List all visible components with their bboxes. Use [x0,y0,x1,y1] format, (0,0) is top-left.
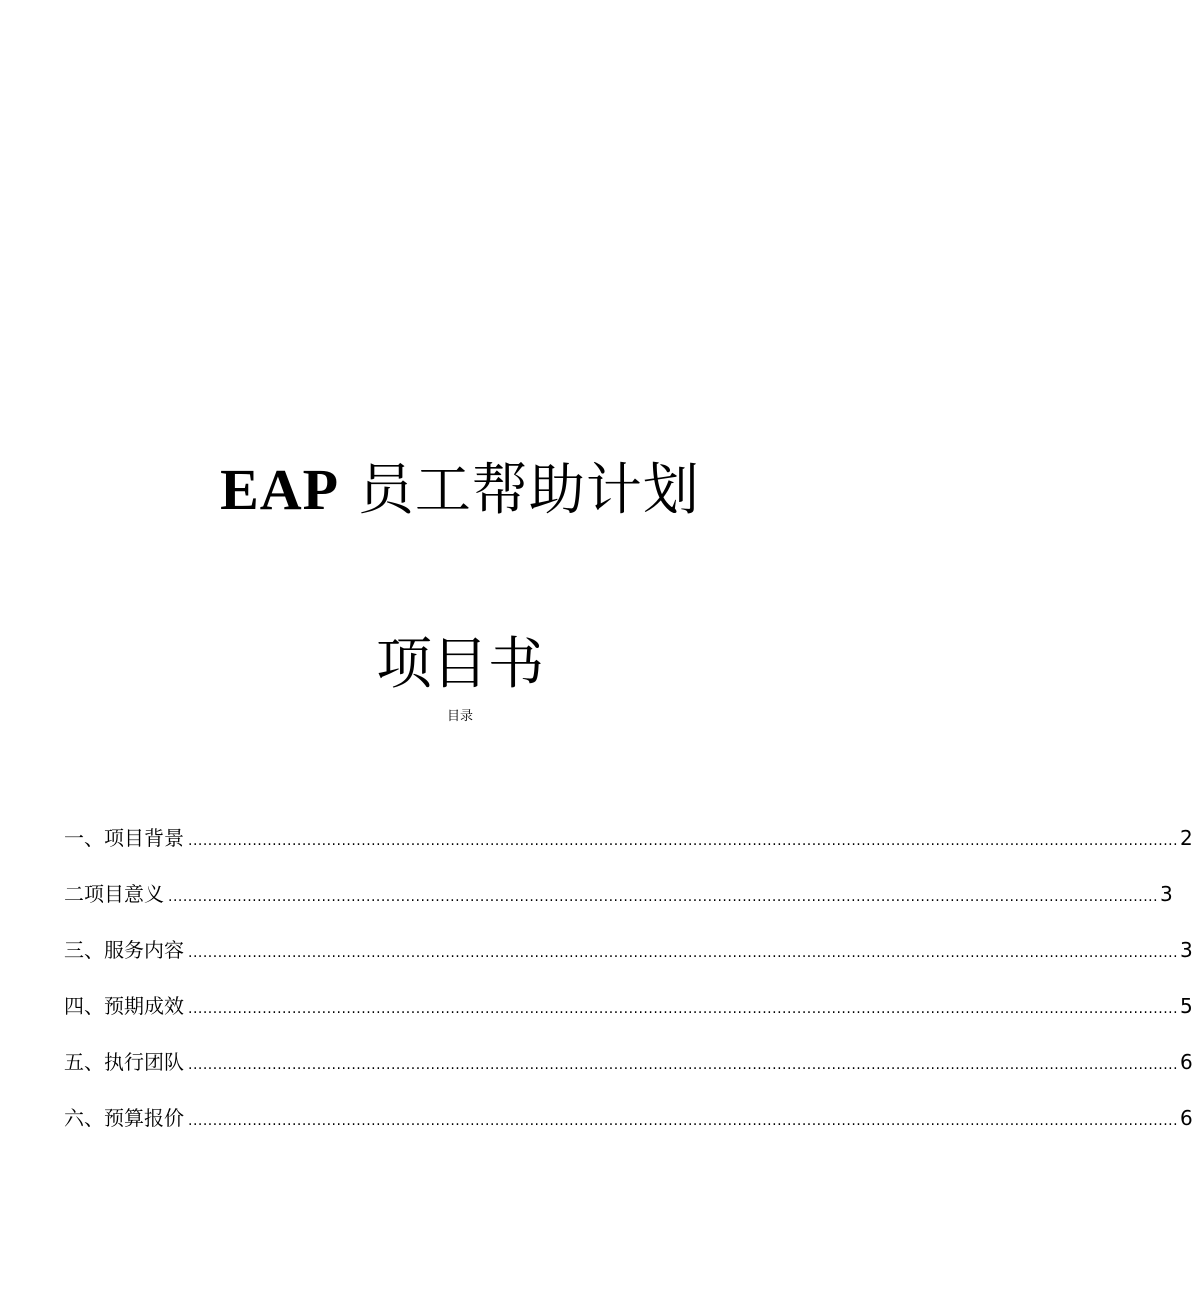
toc-entry-label: 四、预期成效 [64,994,184,1018]
toc-entry-page: 6 [1180,1050,1193,1074]
toc-entry-page: 2 [1180,826,1193,850]
document-subtitle: 项目书 [376,632,544,697]
toc-entry-label: 一、项目背景 [64,826,184,850]
toc-dot-leader: ........................................................................................................................................................................................................ [188,1001,1179,1017]
toc-entry-page: 6 [1180,1106,1193,1130]
toc-entry-label: 六、预算报价 [64,1106,184,1130]
toc-heading: 目录 [446,709,473,724]
toc-entry-page: 3 [1160,882,1173,906]
toc-entry-page: 3 [1180,938,1193,962]
toc-entry[interactable] [64,1103,1193,1159]
toc-dot-leader: ........................................................................................................................................................................................................ [188,833,1179,849]
toc-entry[interactable] [64,935,1193,991]
document-title-cjk: 员工帮助计划 [357,458,700,523]
toc-entry-label: 五、执行团队 [64,1050,184,1074]
document-title-latin: EAP [220,457,340,522]
toc-entry-label: 二项目意义 [64,882,164,906]
toc-entry[interactable] [64,1047,1193,1103]
toc-entry[interactable] [64,823,1193,879]
toc-entry[interactable] [64,991,1193,1047]
toc-entry-page: 5 [1180,994,1193,1018]
toc-dot-leader: ........................................................................................................................................................................................................ [188,1113,1179,1129]
toc-dot-leader: ........................................................................................................................................................................................................ [188,945,1179,961]
toc-entry-label: 三、服务内容 [64,938,184,962]
table-of-contents [64,823,1193,1159]
toc-dot-leader: ........................................................................................................................................................................................................ [168,889,1159,905]
document-title [0,455,920,526]
toc-dot-leader: ........................................................................................................................................................................................................ [188,1057,1179,1073]
toc-entry[interactable] [64,879,1173,935]
